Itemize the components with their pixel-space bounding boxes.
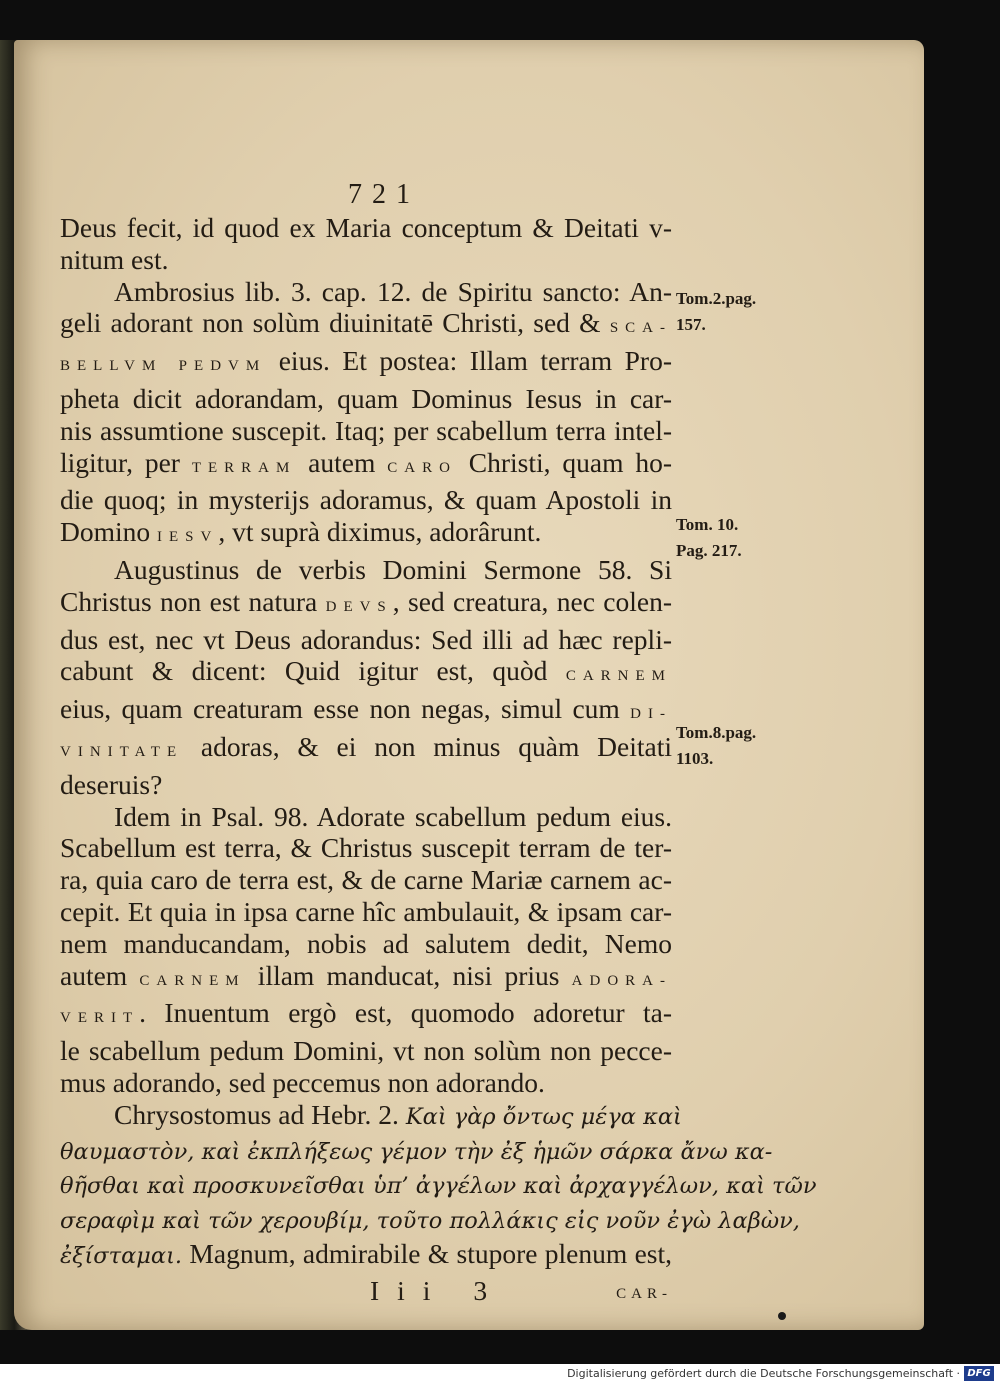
- text-line: BELLVM PEDVM eius. Et postea: Illam terram Pro-: [60, 345, 672, 377]
- text-line: cabunt & dicent: Quid igitur est, quòd CARNEM: [60, 655, 672, 687]
- text-line: VERIT. Inuentum ergò est, quomodo adoretur ta-: [60, 997, 672, 1029]
- text-line: deseruis?: [60, 768, 163, 800]
- text-line: ἐξίσταμαι. Magnum, admirabile & stupore plenum est,: [60, 1237, 672, 1269]
- text-line: mus adorando, sed peccemus non adorando.: [60, 1066, 545, 1098]
- text-line: Scabellum est terra, & Christus suscepit terram de ter-: [60, 832, 672, 864]
- text-line: ligitur, per TERRAM autem CARO Christi, quam ho-: [60, 446, 672, 478]
- text-line: Christus non est natura DEVS, sed creatura, nec colen-: [60, 585, 672, 617]
- text-line: θῆσθαι καὶ προσκυνεῖσθαι ὑπ’ ἀγγέλων καὶ ἀρχαγγέλων, καὶ τῶν: [60, 1173, 817, 1200]
- text-line: Ambrosius lib. 3. cap. 12. de Spiritu sancto: An-: [114, 275, 672, 307]
- text-line: Domino IESV, vt suprà diximus, adorârunt.: [60, 516, 542, 548]
- text-line: die quoq; in mysterijs adoramus, & quam Apostoli in: [60, 484, 672, 516]
- text-line: nis assumtione suscepit. Itaq; per scabellum terra intel-: [60, 414, 672, 446]
- text-line: Deus fecit, id quod ex Maria conceptum & Deitati v-: [60, 212, 672, 243]
- signature-mark: Iii 3: [370, 1274, 506, 1306]
- text-line: VINITATE adoras, & ei non minus quàm Deitati: [60, 730, 672, 762]
- catchword: CAR-: [616, 1285, 672, 1302]
- text-line: nitum est.: [60, 243, 169, 275]
- marginal-note: Tom.8.pag. 1103.: [676, 723, 757, 768]
- text-line: nem manducandam, nobis ad salutem dedit, Nemo: [60, 927, 672, 959]
- page-footer: [60, 1275, 672, 1309]
- text-line: σεραφὶμ καὶ τῶν χερουβίμ, τοῦτο πολλάκις εἰς νοῦν ἐγὼ λαβὼν,: [60, 1208, 800, 1235]
- text-line: cepit. Et quia in ipsa carne hîc ambulauit, & ipsam car-: [60, 895, 672, 927]
- ink-dot: [778, 1312, 786, 1320]
- page-number: 721: [348, 179, 420, 210]
- text-line: θαυμαστὸν, καὶ ἐκπλήξεως γέμον τὴν ἐξ ἡμῶν σάρκα ἄνω κα-: [60, 1138, 773, 1165]
- text-line: eius, quam creaturam esse non negas, simul cum DI-: [60, 693, 672, 725]
- funding-banner: [0, 1364, 1000, 1384]
- text-line: Chrysostomus ad Hebr. 2. Καὶ γὰρ ὄντως μέγα καὶ: [114, 1098, 682, 1130]
- text-line: Augustinus de verbis Domini Sermone 58. Si: [114, 553, 672, 585]
- text-line: dus est, nec vt Deus adorandus: Sed illi ad hæc repli-: [60, 623, 672, 655]
- marginal-note: Tom.2.pag. 157.: [676, 289, 757, 334]
- text-line: pheta dicit adorandam, quam Dominus Iesus in car-: [60, 382, 672, 414]
- marginal-note: Tom. 10. Pag. 217.: [676, 515, 742, 560]
- text-line: ra, quia caro de terra est, & de carne Mariæ carnem ac-: [60, 864, 672, 896]
- text-line: geli adorant non solùm diuinitatē Christi, sed & SCA-: [60, 307, 672, 339]
- funding-text: Digitalisierung gefördert durch die Deutsche Forschungsgemeinschaft ·: [567, 1367, 960, 1380]
- text-line: le scabellum pedum Domini, vt non solùm non pecce-: [60, 1035, 672, 1067]
- text-line: Idem in Psal. 98. Adorate scabellum pedum eius.: [114, 800, 672, 832]
- text-line: autem CARNEM illam manducat, nisi prius ADORA-: [60, 959, 672, 991]
- dfg-logo: DFG: [964, 1366, 994, 1381]
